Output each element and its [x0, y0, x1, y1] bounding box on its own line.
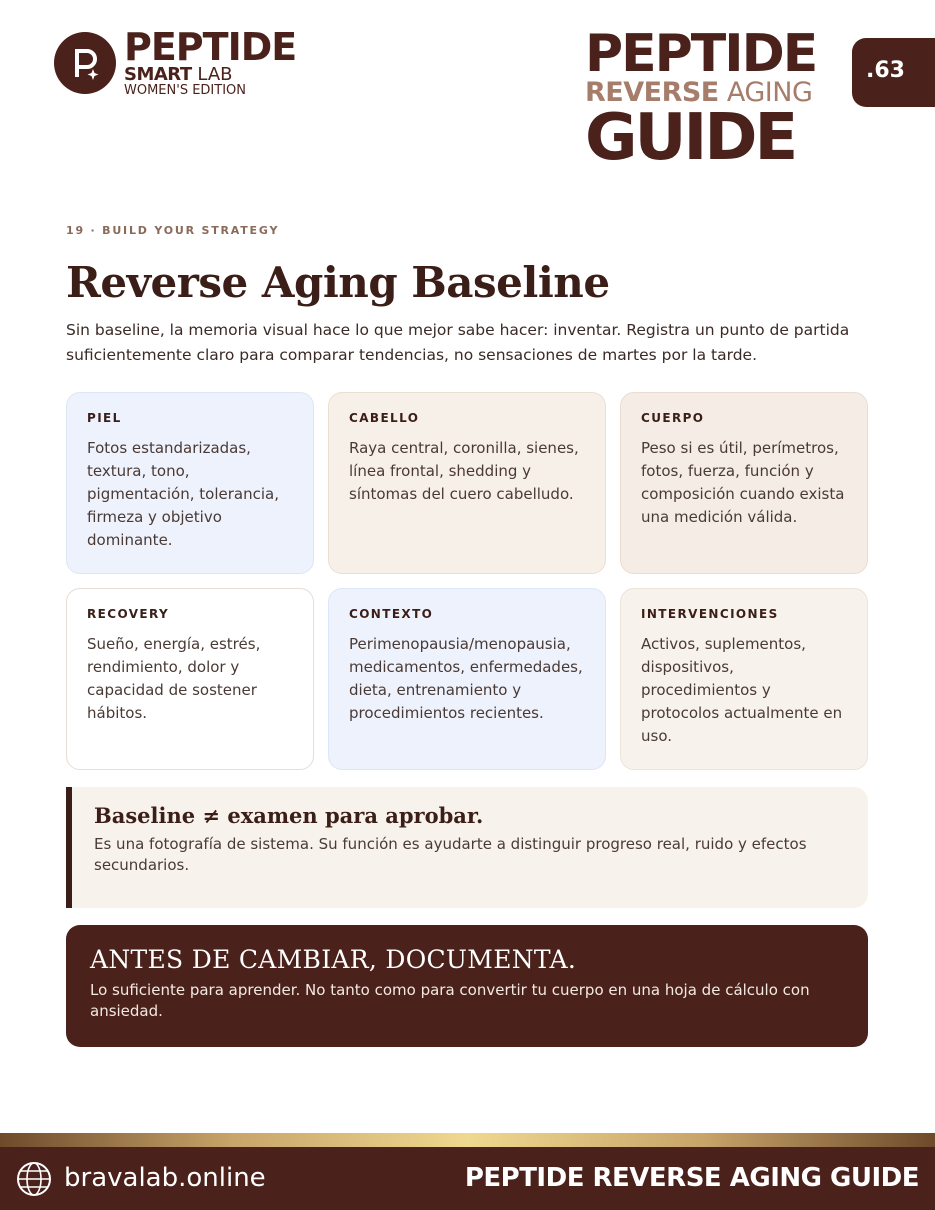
guide-line1: PEPTIDE — [585, 24, 817, 84]
card-body: Sueño, energía, estrés, rendimiento, dolor y capacidad de sostener hábitos. — [87, 635, 261, 722]
card-body: Activos, suplementos, dispositivos, procedimientos y protocolos actualmente en uso. — [641, 635, 843, 745]
card-body: Raya central, coronilla, sienes, línea frontal, shedding y síntomas del cuero cabelludo. — [349, 439, 579, 503]
action-banner — [66, 925, 868, 1047]
footer-url-link[interactable]: bravalab.online — [64, 1163, 266, 1193]
footer-gold-stripe — [0, 1133, 935, 1147]
card-title: CONTEXTO — [349, 607, 434, 621]
card-body: Perimenopausia/menopausia, medicamentos, enfermedades, dieta, entrenamiento y procedimientos recientes. — [349, 635, 583, 722]
logo-sub-bold: SMART — [124, 64, 192, 85]
callout-box — [66, 787, 868, 908]
card-body: Fotos estandarizadas, textura, tono, pigmentación, tolerancia, firmeza y objetivo dominante. — [87, 439, 279, 549]
page-number-tab — [852, 38, 935, 107]
banner-title: ANTES DE CAMBIAR, DOCUMENTA. — [90, 945, 577, 974]
globe-icon — [16, 1161, 52, 1197]
guide-line2-light: AGING — [726, 77, 813, 108]
card-title: INTERVENCIONES — [641, 607, 779, 621]
banner-body: Lo suficiente para aprender. No tanto como para convertir tu cuerpo en una hoja de cálculo con ansiedad. — [90, 981, 810, 1020]
card-title: RECOVERY — [87, 607, 170, 621]
page-number: .63 — [866, 58, 905, 83]
guide-logo — [585, 24, 830, 175]
guide-line2-bold: REVERSE — [585, 77, 719, 108]
card-title: PIEL — [87, 411, 122, 425]
brand-logo — [54, 25, 312, 100]
guide-line3: GUIDE — [585, 101, 796, 175]
logo-text — [124, 25, 297, 98]
logo-edition: WOMEN'S EDITION — [124, 83, 246, 98]
card-piel — [66, 392, 314, 574]
page-title: Reverse Aging Baseline — [66, 258, 610, 307]
card-body: Peso si es útil, perímetros, fotos, fuerza, función y composición cuando exista una medición válida. — [641, 439, 845, 526]
card-title: CABELLO — [349, 411, 420, 425]
card-recovery — [66, 588, 314, 770]
section-label: 19 · BUILD YOUR STRATEGY — [66, 224, 280, 237]
logo-mark-icon — [54, 32, 116, 94]
footer-title: PEPTIDE REVERSE AGING GUIDE — [464, 1163, 919, 1193]
callout-body: Es una fotografía de sistema. Su función es ayudarte a distinguir progreso real, ruido y efectos secundarios. — [94, 835, 807, 874]
footer — [0, 1147, 935, 1210]
intro-paragraph: Sin baseline, la memoria visual hace lo que mejor sabe hacer: inventar. Registra un punto de partida suficientemente claro para comparar tendencias, no sensaciones de martes por la tarde. — [66, 321, 850, 364]
logo-title: PEPTIDE — [124, 25, 297, 69]
callout-title: Baseline ≠ examen para aprobar. — [94, 803, 484, 828]
card-title: CUERPO — [641, 411, 705, 425]
logo-sub-light: LAB — [197, 64, 233, 85]
card-contexto — [328, 588, 606, 770]
card-cuerpo — [620, 392, 868, 574]
card-intervenciones — [620, 588, 868, 770]
card-cabello — [328, 392, 606, 574]
